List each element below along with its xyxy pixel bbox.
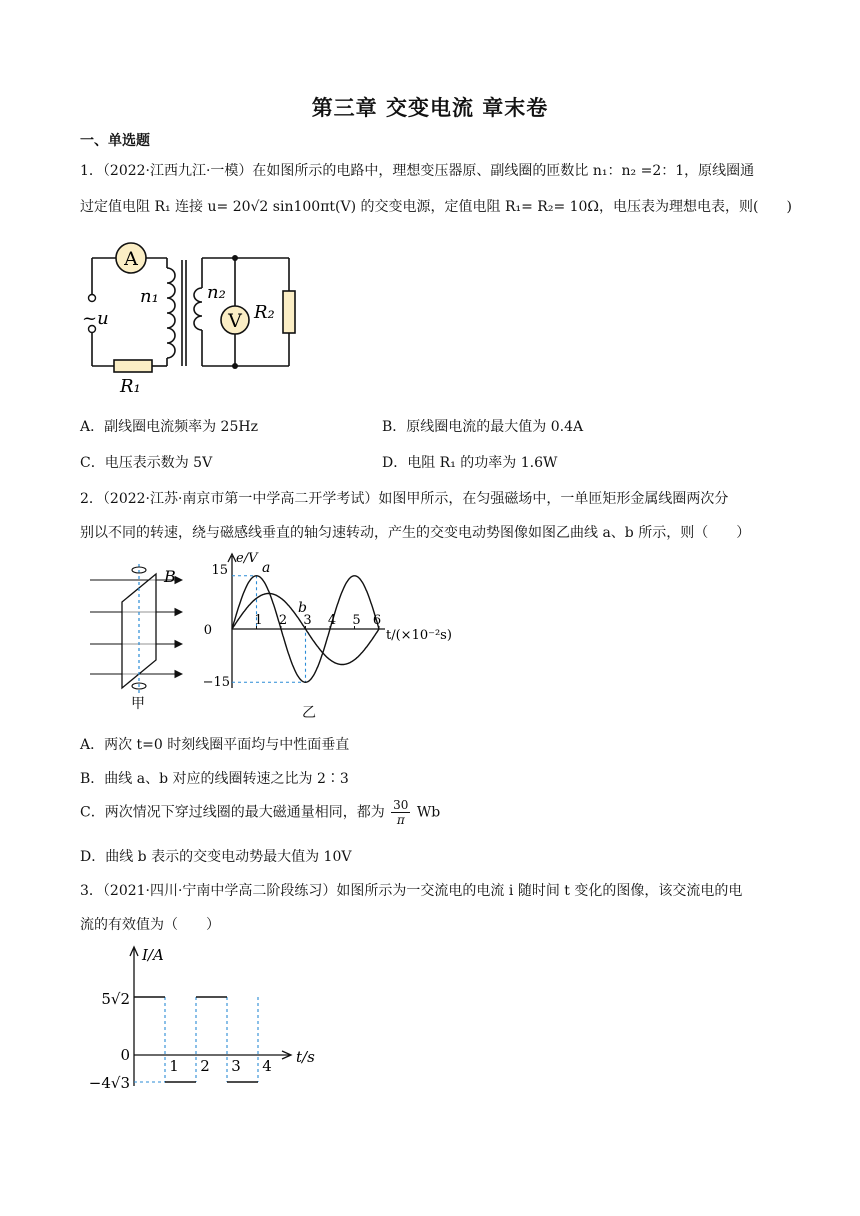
chart-yi-tick-label: 5 (352, 613, 361, 628)
chart-i-xlabel: t/s (296, 1048, 315, 1066)
ammeter-label: A (124, 248, 138, 270)
voltmeter-label: V (228, 310, 242, 332)
chart-yi-tick-label: 2 (278, 613, 288, 628)
chart-yi-guide-min (232, 629, 306, 682)
q3-stem-line1: 3．（2021·四川·宁南中学高二阶段练习）如图所示为一交流电的电流 i 随时间 t 变化的图像，该交流电的电 (80, 883, 743, 899)
fraction-numerator: 30 (393, 798, 409, 812)
q1-option-c[interactable]: C．电压表示数为 5V (80, 455, 213, 471)
chart-yi-tick-label: 6 (372, 613, 382, 628)
n2-label: n₂ (207, 282, 226, 303)
chart-yi-ylabel: e/V (236, 551, 258, 566)
source-label: ~u (82, 308, 109, 329)
chart-yi-tick-label: 4 (327, 613, 337, 628)
q1-stem-line1: 1．（2022·江西九江·一模）在如图所示的电路中，理想变压器原、副线圈的匝数比 n₁：n₂ =2：1，原线圈通 (80, 163, 755, 179)
resistor-r2-icon (283, 291, 295, 333)
b-field-label: B (164, 567, 176, 586)
chart-yi-zero: 0 (203, 623, 212, 638)
resistor-r1-icon (114, 360, 152, 372)
junction-icon (232, 255, 238, 261)
chart-yi-tick-label: 1 (254, 613, 263, 628)
n1-label: n₁ (140, 286, 159, 307)
q2-emf-chart (200, 548, 460, 698)
q1-option-b[interactable]: B．原线圈电流的最大值为 0.4A (382, 419, 584, 435)
q2-option-a[interactable]: A．两次 t=0 时刻线圈平面均与中性面垂直 (80, 737, 350, 753)
q2-stem-line1: 2．（2022·江苏·南京市第一中学高二开学考试）如图甲所示，在匀强磁场中，一单匝矩形金属线圈两次分 (80, 491, 729, 507)
chart-i-tick-label: 3 (231, 1057, 241, 1075)
chart-i-tick-label: 2 (200, 1057, 210, 1075)
r1-label: R₁ (120, 376, 141, 396)
q2-coil-figure (86, 560, 196, 710)
chart-i-tick-label: 4 (262, 1057, 272, 1075)
q2-stem-line2: 别以不同的转速，绕与磁感线垂直的轴匀速转动，产生的交变电动势图像如图乙曲线 a、b 所示，则（ ） (80, 525, 751, 541)
q1-option-a[interactable]: A．副线圈电流频率为 25Hz (80, 419, 258, 435)
chart-yi-tick-label: 3 (303, 613, 312, 628)
chart-i-ylabel: I/A (142, 946, 164, 964)
figure-jia-label: 甲 (131, 696, 145, 710)
chart-yi-guide-max (232, 576, 257, 629)
q1-option-d[interactable]: D．电阻 R₁ 的功率为 1.6W (382, 455, 558, 471)
figure-yi-label: 乙 (302, 705, 316, 721)
chart-yi-xlabel: t/(×10⁻²s) (386, 628, 452, 643)
q3-current-chart (84, 942, 334, 1088)
q3-stem-line2: 流的有效值为（ ） (80, 917, 220, 933)
fraction-denominator: π (396, 813, 405, 827)
chart-i-ymin: −4√3 (88, 1074, 130, 1088)
section-heading: 一、单选题 (80, 133, 150, 149)
q2-option-b[interactable]: B．曲线 a、b 对应的线圈转速之比为 2∶3 (80, 771, 349, 787)
chart-yi-ymin: −15 (202, 675, 230, 690)
series-b-label: b (298, 600, 307, 616)
q1-circuit-figure (82, 236, 312, 396)
chart-yi-ymax: 15 (211, 563, 228, 578)
q2-option-c-text: C．两次情况下穿过线圈的最大磁通量相同，都为 (80, 804, 385, 821)
chart-i-tick-label: 1 (169, 1057, 179, 1075)
chart-i-ymax: 5√2 (101, 990, 130, 1008)
terminal-icon (89, 295, 96, 302)
chart-i-zero: 0 (120, 1046, 130, 1064)
page-title: 第三章 交变电流 章末卷 (311, 96, 549, 120)
q2-option-c[interactable] (80, 798, 440, 827)
q2-option-d[interactable]: D．曲线 b 表示的交变电动势最大值为 10V (80, 849, 352, 865)
fraction-30-over-pi (391, 798, 410, 827)
q1-stem-line2: 过定值电阻 R₁ 连接 u= 20√2 sin100πt(V) 的交变电源，定值电阻 R₁= R₂= 10Ω，电压表为理想电表，则( ) (80, 199, 792, 215)
junction-icon (232, 363, 238, 369)
r2-label: R₂ (254, 302, 275, 323)
series-a-label: a (262, 560, 271, 576)
q2-option-c-unit: Wb (416, 804, 441, 821)
